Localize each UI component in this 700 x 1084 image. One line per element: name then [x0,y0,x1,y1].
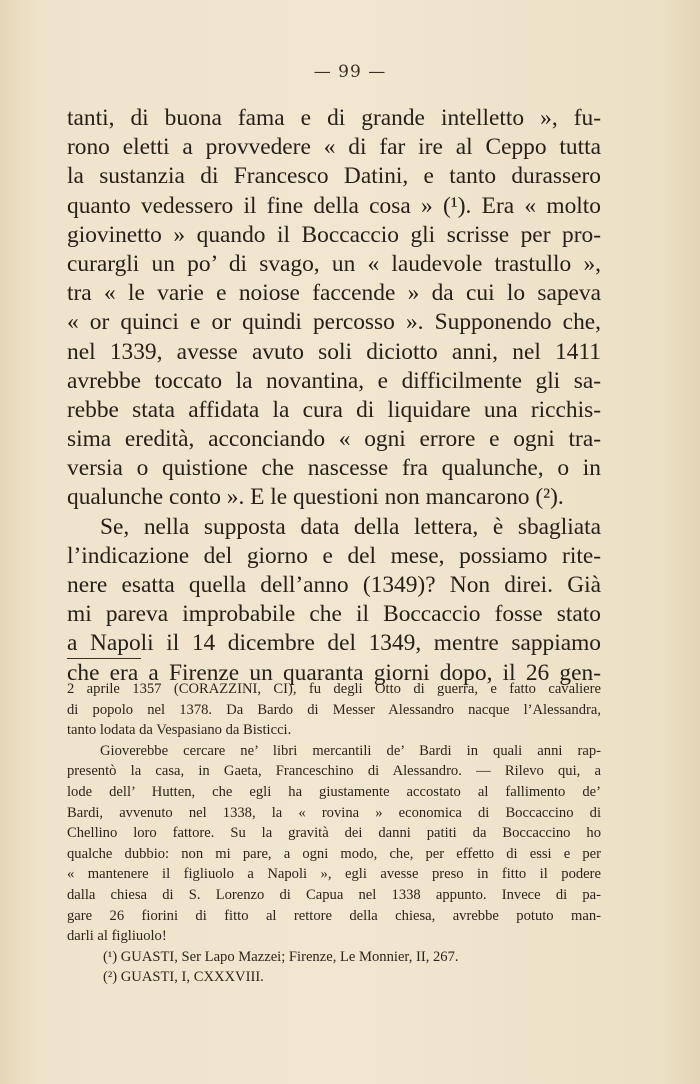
main-text [67,104,601,688]
footnote-1: (¹) GUASTI, Ser Lapo Mazzei; Firenze, Le Monnier, II, 267. [103,948,459,965]
text-line: l’indicazione del giorno e del mese, possiamo rite- [67,542,601,569]
note-line: darli al figliuolo! [67,928,167,945]
note-line: presentò la casa, in Gaeta, Franceschino di Alessandro. — Rilevo qui, a [67,763,601,780]
text-line: nel 1339, avesse avuto soli diciotto anni, nel 1411 [67,338,601,365]
text-line: quanto vedessero il fine della cosa » (¹). Era « molto [67,192,601,219]
footnotes-area [67,679,601,988]
note-line: di popolo nel 1378. Da Bardo di Messer Alessandro nacque l’Alessandra, [67,701,601,718]
text-line: rono eletti a provvedere « di far ire al Ceppo tutta [67,134,601,161]
text-line: rebbe stata affidata la cura di liquidare una ricchis- [67,396,601,423]
text-line: che era a Firenze un quaranta giorni dopo, il 26 gen- [67,659,601,686]
note-line: gare 26 fiorini di fitto al rettore della chiesa, avrebbe potuto man- [67,907,601,924]
text-line: nere esatta quella dell’anno (1349)? Non direi. Già [67,572,601,598]
note-line: lode dell’ Hutten, che egli ha giustamente accostato al fallimento de’ [67,783,601,800]
text-line: la sustanzia di Francesco Datini, e tanto durassero [67,163,601,190]
text-line: a Napoli il 14 dicembre del 1349, mentre sappiamo [67,630,601,657]
text-line: tra « le varie e noiose faccende » da cui lo sapeva [67,280,601,307]
text-line: qualunche conto ». E le questioni non mancarono (²). [67,484,564,511]
text-line: « or quinci e or quindi percosso ». Supponendo che, [67,309,601,336]
page-number: — 99 — [313,62,387,82]
note-line: Gioverebbe cercare ne’ libri mercantili de’ Bardi in quali anni rap- [100,742,601,759]
note-line: tanto lodata da Vespasiano da Bisticci. [67,722,292,739]
footnote-2: (²) GUASTI, I, CXXXVIII. [103,969,264,986]
text-line: Se, nella supposta data della lettera, è sbagliata [100,513,601,540]
note-line: qualche dubbio: non mi pare, a ogni modo, che, per effetto di essi e per [67,845,601,862]
text-line: tanti, di buona fama e di grande intelletto », fu- [67,105,601,131]
footnote-rule [67,658,141,659]
note-line: 2 aprile 1357 (CORAZZINI, CI), fu degli Otto di guerra, e fatto cavaliere [67,681,601,697]
text-line: mi pareva improbabile che il Boccaccio fosse stato [67,601,601,628]
text-line: giovinetto » quando il Boccaccio gli scrisse per pro- [67,221,601,248]
note-line: Bardi, avvenuto nel 1338, la « rovina » economica di Boccaccino di [67,804,601,821]
text-line: sima eredità, acconciando « ogni errore e ogni tra- [67,426,601,453]
text-line: versia o quistione che nascesse fra qualunche, o in [67,455,601,482]
note-line: Chellino loro fattore. Su la gravità dei danni patiti da Boccaccino ho [67,825,601,842]
note-line: « mantenere il figliuolo a Napoli », egli avesse preso in fitto il podere [67,866,601,883]
text-line: curargli un po’ di svago, un « laudevole trastullo », [67,250,601,277]
text-line: avrebbe toccato la novantina, e difficilmente gli sa- [67,367,601,394]
note-line: dalla chiesa di S. Lorenzo di Capua nel 1338 appunto. Invece di pa- [67,886,601,903]
